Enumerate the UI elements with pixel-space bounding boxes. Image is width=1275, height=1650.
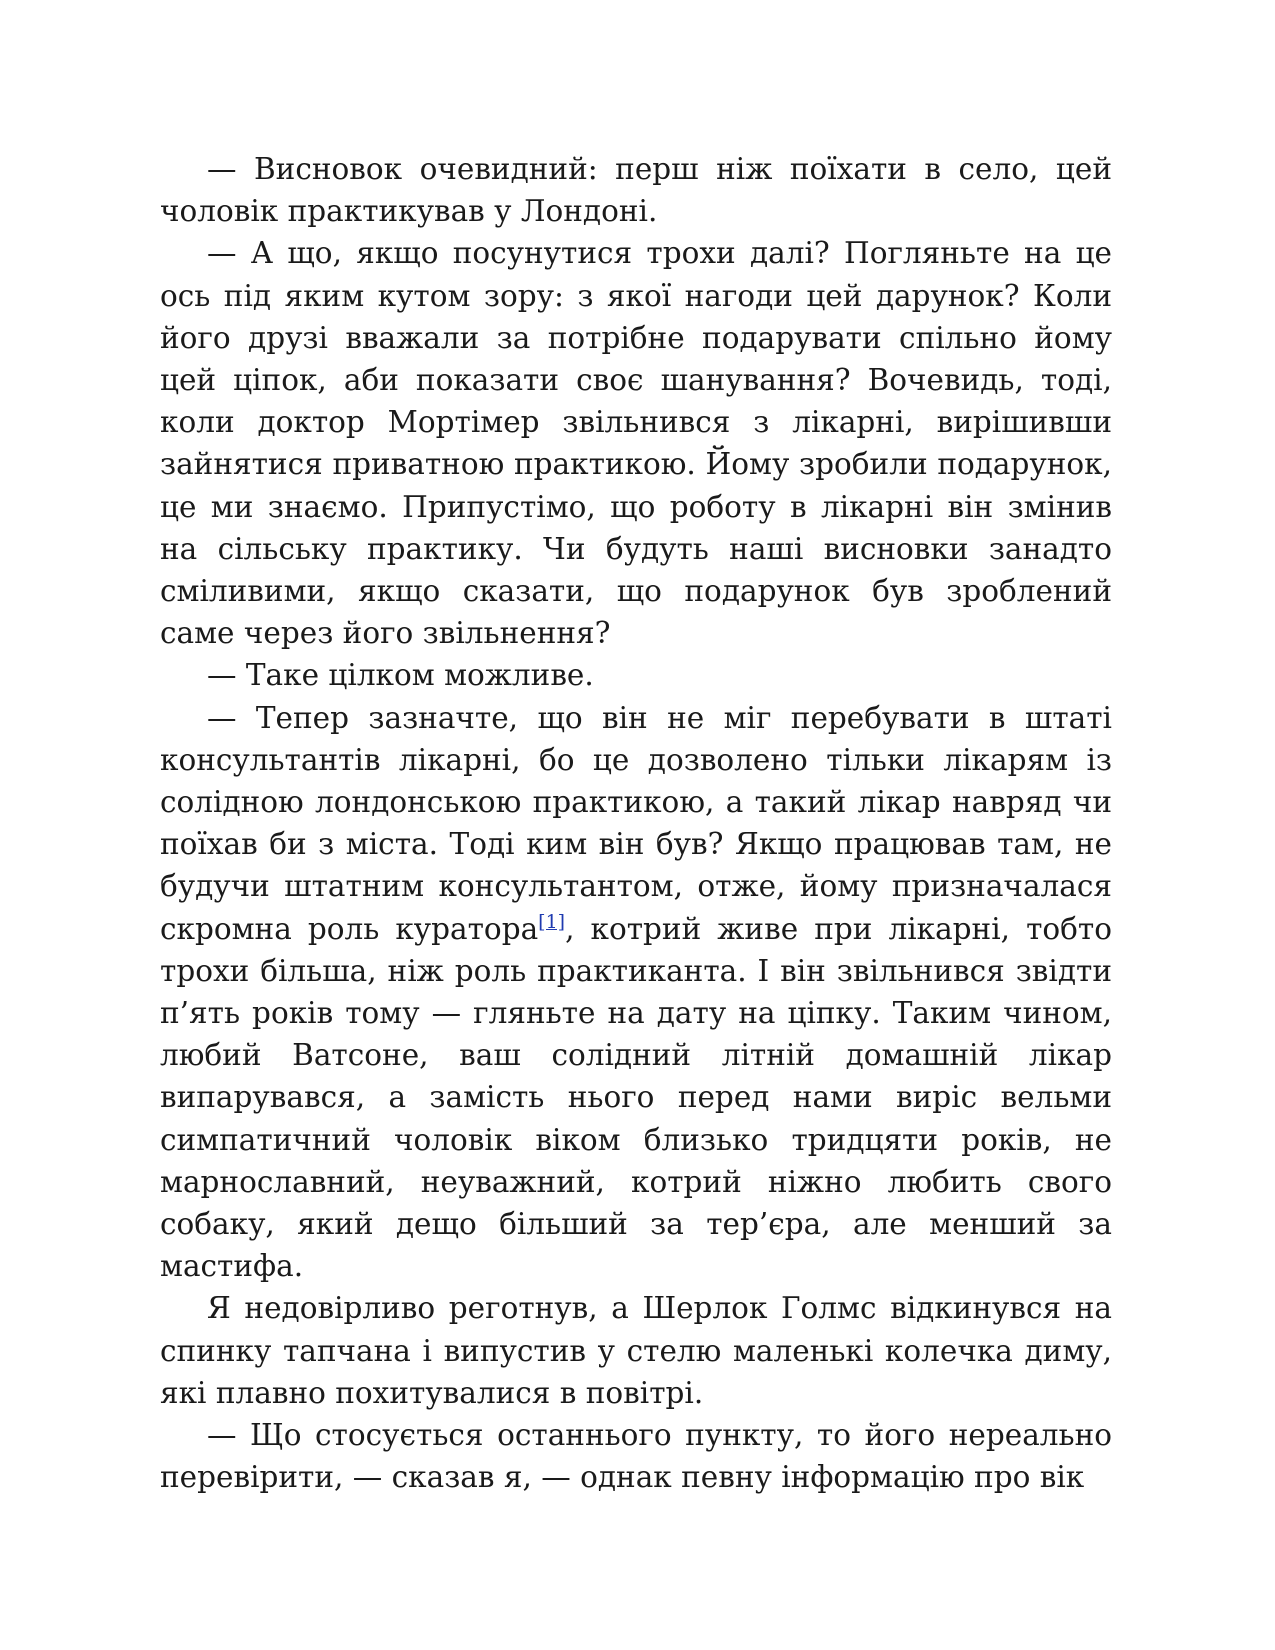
paragraph-reply: — Таке цілком можливе. <box>207 658 594 693</box>
paragraph-last-point: — Що стосується останнього пункту, то його нереально перевірити, — сказав я, — однак певну інформацію про вік <box>160 1418 1112 1495</box>
paragraph-text-before-footnote: — Тепер зазначте, що він не міг перебувати в штаті консультантів лікарні, бо це дозволено тільки лікарям із солідною лондонською практикою, а такий лікар навряд чи поїхав би з міста. Тоді ким він був? Якщо працював там, не будучи штатним консультантом, отже, йому призначалася скромна роль куратора <box>160 700 1112 946</box>
document-page <box>160 148 1112 1499</box>
footnote-link[interactable]: [1] <box>538 910 566 933</box>
paragraph-conclusion: — Висновок очевидний: перш ніж поїхати в село, цей чоловік практикував у Лондоні. <box>160 152 1112 229</box>
paragraph-gift-reasoning: — А що, якщо посунутися трохи далі? Погляньте на це ось під яким кутом зору: з якої нагоди цей дарунок? Коли його друзі вважали за потрібне подарувати спільно йому цей ціпок, аби показати своє шанування? Вочевидь, тоді, коли доктор Мортімер звільнився з лікарні, вирішивши зайнятися приватною практикою. Йому зробили подарунок, це ми знаємо. Припустімо, що роботу в лікарні він змінив на сільську практику. Чи будуть наші висновки занадто сміливими, якщо сказати, що подарунок був зроблений саме через його звільнення? <box>160 236 1112 651</box>
paragraph-curator-reasoning <box>160 697 1112 1288</box>
paragraph-text-after-footnote: , котрий живе при лікарні, тобто трохи більша, ніж роль практиканта. І він звільнився звідти п’ять років тому — гляньте на дату на ціпку. Таким чином, любий Ватсоне, ваш солідний літній домашній лікар випарувався, а замість нього перед нами виріс вельми симпатичний чоловік віком близько тридцяти років, не марнославний, неуважний, котрий ніжно любить свого собаку, який дещо більший за тер’єра, але менший за мастифа. <box>160 911 1112 1284</box>
paragraph-narration: Я недовірливо реготнув, а Шерлок Голмс відкинувся на спинку тапчана і випустив у стелю маленькі колечка диму, які плавно похитувалися в повітрі. <box>160 1291 1112 1410</box>
